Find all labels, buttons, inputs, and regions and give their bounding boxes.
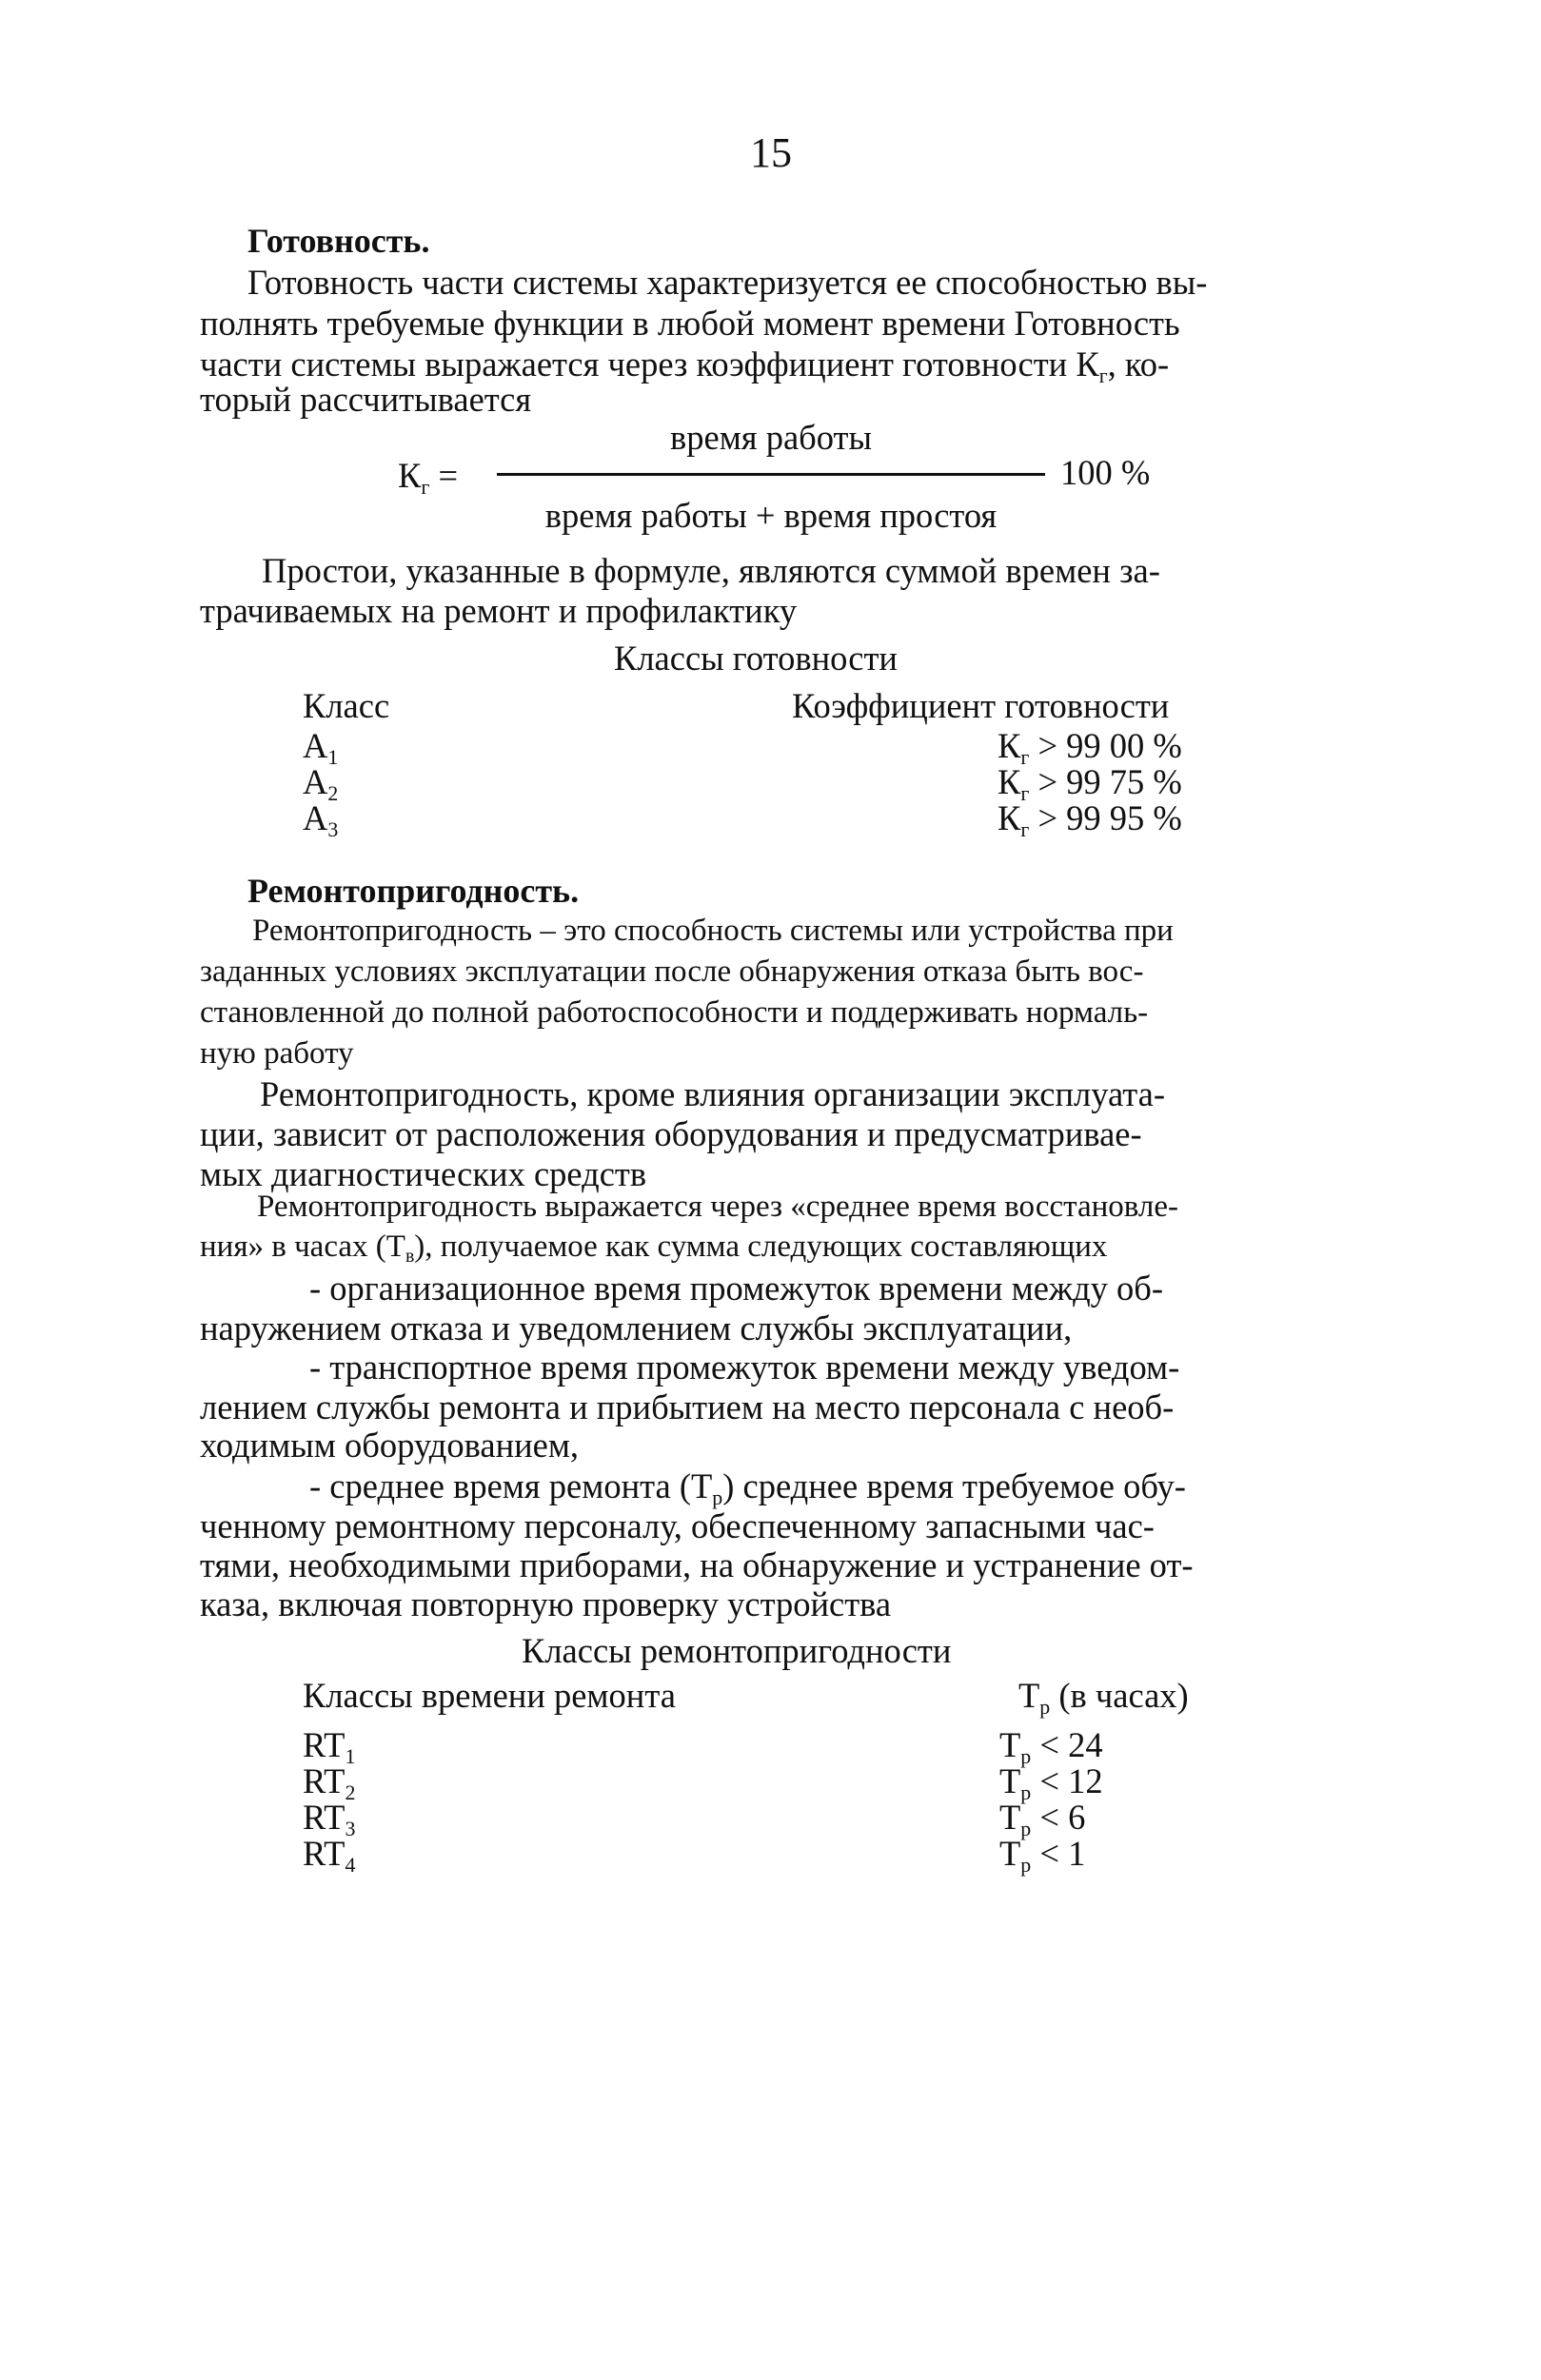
readiness-para1-line1: Готовность части системы характеризуется ее способностью вы- (247, 263, 1208, 302)
maint-row-class: RT2 (303, 1761, 356, 1804)
maint-para1-line3: становленной до полной работоспособности и поддерживать нормаль- (200, 995, 1149, 1030)
formula-lhs: Кг = (398, 456, 459, 499)
maintainability-heading: Ремонтопригодность. (247, 872, 580, 910)
maint-para3-line2: ния» в часах (Тв), получаемое как сумма следующих составляющих (200, 1229, 1108, 1267)
maint-row-value: Тр < 24 (999, 1725, 1103, 1768)
formula-numerator: время работы (670, 418, 872, 457)
page-number: 15 (750, 129, 792, 176)
readiness-row-value: Кг > 99 95 % (998, 798, 1182, 841)
maint-row-class: RT4 (303, 1834, 356, 1877)
maint-row-value: Тр < 6 (999, 1798, 1086, 1840)
readiness-col-class: Класс (303, 686, 390, 725)
maint-row-value: Тр < 1 (999, 1834, 1086, 1877)
maint-item1-line2: наружением отказа и уведомлением службы эксплуатации, (200, 1308, 1073, 1347)
maint-item1-line1: - организационное время промежуток времени между об- (309, 1269, 1164, 1308)
readiness-row-value: Кг > 99 00 % (998, 726, 1182, 769)
maint-row-class: RT3 (303, 1798, 356, 1840)
maint-para2-line1: Ремонтопригодность, кроме влияния организации эксплуата- (260, 1074, 1166, 1113)
maint-para3-line1: Ремонтопригодность выражается через «среднее время восстановле- (257, 1190, 1179, 1224)
readiness-para1-line2: полнять требуемые функции в любой момент времени Готовность (200, 304, 1180, 343)
readiness-col-coef: Коэффициент готовности (792, 686, 1170, 725)
maint-item3-line3: тями, необходимыми приборами, на обнаружение и устранение от- (200, 1545, 1194, 1584)
maint-para1-line2: заданных условиях эксплуатации после обнаружения отказа быть вос- (200, 954, 1144, 989)
maint-item2-line1: - транспортное время промежуток времени между уведом- (309, 1347, 1180, 1387)
maint-para2-line3: мых диагностических средств (200, 1154, 647, 1193)
readiness-para1-line4: торый рассчитывается (200, 380, 532, 419)
readiness-row-class: А2 (303, 762, 339, 805)
maint-para1-line1: Ремонтопригодность – это способность системы или устройства при (252, 914, 1174, 948)
maint-col-class: Классы времени ремонта (303, 1676, 676, 1715)
maint-para2-line2: ции, зависит от расположения оборудования и предусматривае- (200, 1114, 1142, 1153)
readiness-para1-line3: части системы выражается через коэффициент готовности Кг, ко- (200, 344, 1170, 387)
readiness-para2-line1: Простои, указанные в формуле, являются суммой времен за- (262, 551, 1160, 590)
maint-row-value: Тр < 12 (999, 1761, 1103, 1804)
fraction-bar (497, 473, 1045, 476)
readiness-table-title: Классы готовности (614, 639, 898, 678)
formula-multiplier: 100 % (1060, 453, 1151, 492)
maint-item3-line4: каза, включая повторную проверку устройства (200, 1584, 892, 1623)
maint-table-title: Классы ремонтопригодности (522, 1631, 952, 1670)
maint-para1-line4: ную работу (200, 1036, 354, 1071)
maint-col-time: Тр (в часах) (1018, 1676, 1189, 1719)
maint-row-class: RT1 (303, 1725, 356, 1768)
readiness-row-class: А3 (303, 798, 339, 841)
readiness-para2-line2: трачиваемых на ремонт и профилактику (200, 591, 798, 630)
readiness-row-value: Кг > 99 75 % (998, 762, 1182, 805)
maint-item3-line2: ченному ремонтному персоналу, обеспеченному запасными час- (200, 1506, 1155, 1545)
formula-denominator: время работы + время простоя (544, 496, 998, 535)
maint-item2-line2: лением службы ремонта и прибытием на место персонала с необ- (200, 1387, 1175, 1426)
readiness-row-class: А1 (303, 726, 339, 769)
maint-item3-line1: - среднее время ремонта (Тр) среднее время требуемое обу- (309, 1466, 1186, 1509)
readiness-heading: Готовность. (247, 222, 430, 260)
maint-item2-line3: ходимым оборудованием, (200, 1426, 580, 1465)
